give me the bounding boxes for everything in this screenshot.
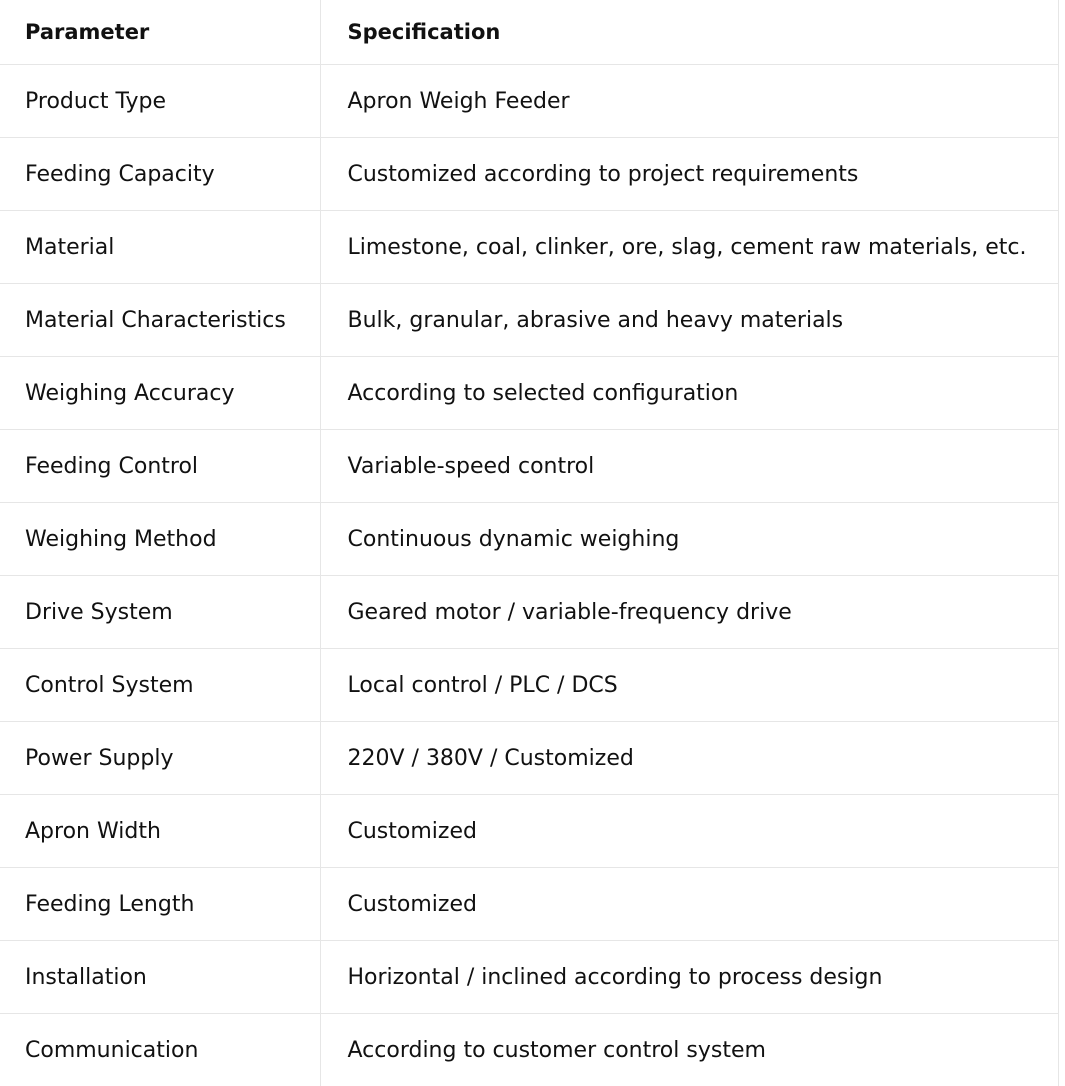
specification-cell: Limestone, coal, clinker, ore, slag, cement raw materials, etc. [320, 211, 1058, 284]
table-row [0, 722, 1058, 795]
table-row [0, 941, 1058, 1014]
parameter-cell: Installation [0, 941, 320, 1014]
header-parameter: Parameter [0, 0, 320, 65]
parameter-cell: Power Supply [0, 722, 320, 795]
parameter-cell: Feeding Control [0, 430, 320, 503]
parameter-cell: Product Type [0, 65, 320, 138]
specification-cell: Horizontal / inclined according to process design [320, 941, 1058, 1014]
parameter-cell: Weighing Accuracy [0, 357, 320, 430]
specification-cell: According to selected configuration [320, 357, 1058, 430]
table-row [0, 430, 1058, 503]
parameter-cell: Feeding Capacity [0, 138, 320, 211]
parameter-cell: Weighing Method [0, 503, 320, 576]
table-row [0, 868, 1058, 941]
parameter-cell: Control System [0, 649, 320, 722]
table-row [0, 1014, 1058, 1086]
table-body [0, 65, 1058, 1086]
specification-cell: Apron Weigh Feeder [320, 65, 1058, 138]
table-row [0, 357, 1058, 430]
specification-cell: Customized [320, 868, 1058, 941]
table-row [0, 649, 1058, 722]
table-header [0, 0, 1058, 65]
specification-cell: Continuous dynamic weighing [320, 503, 1058, 576]
specification-cell: Bulk, granular, abrasive and heavy materials [320, 284, 1058, 357]
specification-cell: Customized [320, 795, 1058, 868]
parameter-cell: Communication [0, 1014, 320, 1086]
header-specification: Specification [320, 0, 1058, 65]
parameter-cell: Drive System [0, 576, 320, 649]
table-row [0, 65, 1058, 138]
specification-cell: According to customer control system [320, 1014, 1058, 1086]
specification-cell: Variable-speed control [320, 430, 1058, 503]
header-row [0, 0, 1058, 65]
parameter-cell: Material [0, 211, 320, 284]
specification-cell: Customized according to project requirements [320, 138, 1058, 211]
table-row [0, 284, 1058, 357]
table-row [0, 138, 1058, 211]
table-row [0, 795, 1058, 868]
table-row [0, 503, 1058, 576]
table-row [0, 576, 1058, 649]
specification-cell: Local control / PLC / DCS [320, 649, 1058, 722]
specification-cell: Geared motor / variable-frequency drive [320, 576, 1058, 649]
parameter-cell: Feeding Length [0, 868, 320, 941]
parameter-cell: Material Characteristics [0, 284, 320, 357]
table-row [0, 211, 1058, 284]
specification-cell: 220V / 380V / Customized [320, 722, 1058, 795]
parameter-cell: Apron Width [0, 795, 320, 868]
